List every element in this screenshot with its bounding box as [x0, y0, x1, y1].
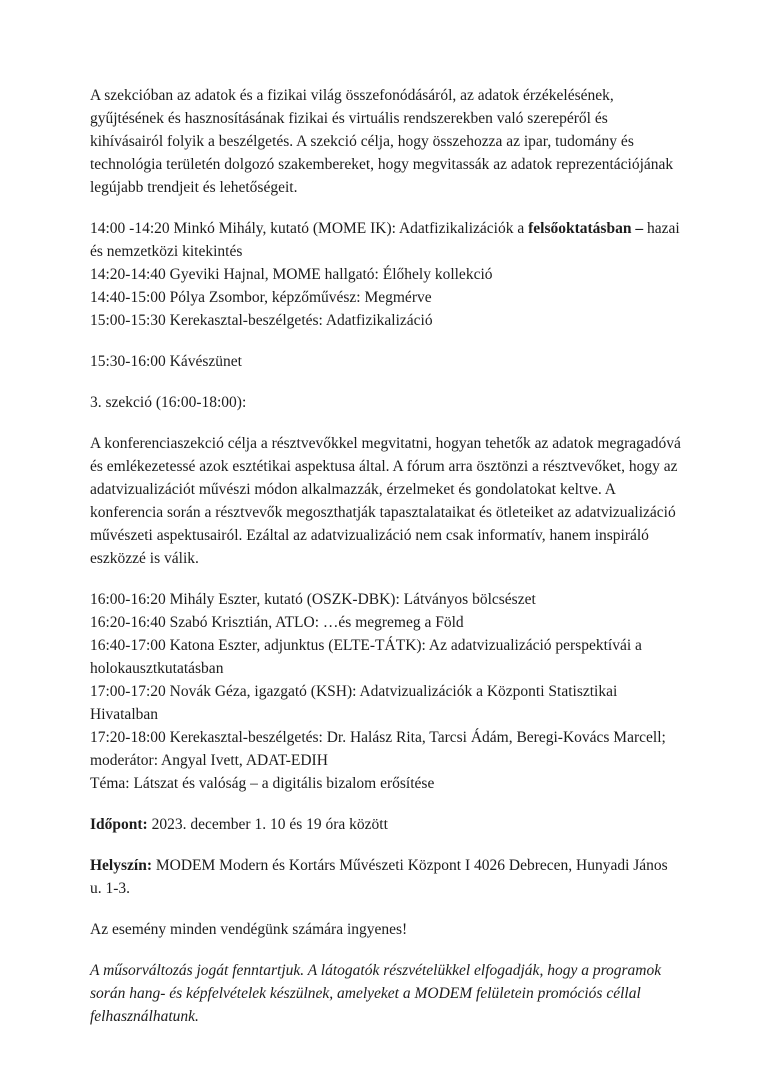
schedule-2-item-3: 16:40-17:00 Katona Eszter, adjunktus (ELTE-TÁTK): Az adatvizualizáció perspektívái a holokausztkutatásban — [90, 637, 642, 677]
schedule-2-item-4: 17:00-17:20 Novák Géza, igazgató (KSH): Adatvizualizációk a Központi Statisztikai Hivatalban — [90, 683, 618, 723]
event-location-value: MODEM Modern és Kortárs Művészeti Központ I 4026 Debrecen, Hunyadi János u. 1-3. — [90, 857, 668, 897]
schedule-2-item-2: 16:20-16:40 Szabó Krisztián, ATLO: …és megremeg a Föld — [90, 614, 464, 631]
disclaimer-paragraph: A műsorváltozás jogát fenntartjuk. A látogatók részvételükkel elfogadják, hogy a programok során hang- és képfelvételek készülnek, amelyeket a MODEM felületein promóciós céllal felhasználhatunk. — [90, 962, 662, 1025]
intro-paragraph: A szekcióban az adatok és a fizikai világ összefonódásáról, az adatok érzékelésének, gyűjtésének és hasznosításának fizikai és virtuális rendszerekben való szerepéről és kihívásairól folyik a beszélgetés. A szekció célja, hogy összehozza az ipar, tudomány és technológia területén dolgozó szakembereket, hogy megvitassák az adatok reprezentációjának legújabb trendjeit és lehetőségeit. — [90, 87, 674, 196]
free-entry-line: Az esemény minden vendégünk számára ingyenes! — [90, 921, 408, 938]
schedule-2-item-1: 16:00-16:20 Mihály Eszter, kutató (OSZK-DBK): Látványos bölcsészet — [90, 591, 536, 608]
section-3-heading: 3. szekció (16:00-18:00): — [90, 394, 247, 411]
schedule-2-item-6: Téma: Látszat és valóság – a digitális bizalom erősítése — [90, 775, 435, 792]
schedule-2-item-5: 17:20-18:00 Kerekasztal-beszélgetés: Dr. Halász Rita, Tarcsi Ádám, Beregi-Kovács Marcell; moderátor: Angyal Ivett, ADAT-EDIH — [90, 729, 666, 769]
event-location-line — [90, 854, 682, 900]
event-date-label: Időpont: — [90, 816, 148, 833]
schedule-block-1 — [90, 217, 682, 332]
schedule-1-item-1 — [90, 217, 682, 263]
schedule-1-item-4: 15:00-15:30 Kerekasztal-beszélgetés: Adatfizikalizáció — [90, 312, 433, 329]
schedule-1-item-3: 14:40-15:00 Pólya Zsombor, képzőművész: Megmérve — [90, 289, 432, 306]
coffee-break-line: 15:30-16:00 Kávészünet — [90, 353, 242, 370]
schedule-1-item-1-subtitle: hazai és nemzetközi kitekintés — [90, 220, 680, 260]
event-date-value: 2023. december 1. 10 és 19 óra között — [147, 816, 388, 833]
event-date-line — [90, 813, 682, 836]
schedule-1-item-1-text: 14:00 -14:20 Minkó Mihály, kutató (MOME IK): Adatfizikalizációk a — [90, 220, 529, 237]
schedule-1-item-2: 14:20-14:40 Gyeviki Hajnal, MOME hallgató: Élőhely kollekció — [90, 266, 493, 283]
event-location-label: Helyszín: — [90, 857, 152, 874]
schedule-1-item-1-title-bold: felsőoktatásban – — [528, 220, 644, 237]
schedule-block-2 — [90, 588, 682, 795]
section-3-intro-paragraph: A konferenciaszekció célja a résztvevőkkel megvitatni, hogyan tehetők az adatok megragadóvá és emlékezetessé azok esztétikai aspektusa által. A fórum arra ösztönzi a résztvevőket, hogy az adatvizualizációt művészi módon alkalmazzák, érzelmeket és gondolatokat keltve. A konferencia során a résztvevők megoszthatják tapasztalataikat és ötleteiket az adatvizualizáció művészeti aspektusairól. Ezáltal az adatvizualizáció nem csak informatív, hanem inspiráló eszközzé is válik. — [90, 435, 681, 567]
